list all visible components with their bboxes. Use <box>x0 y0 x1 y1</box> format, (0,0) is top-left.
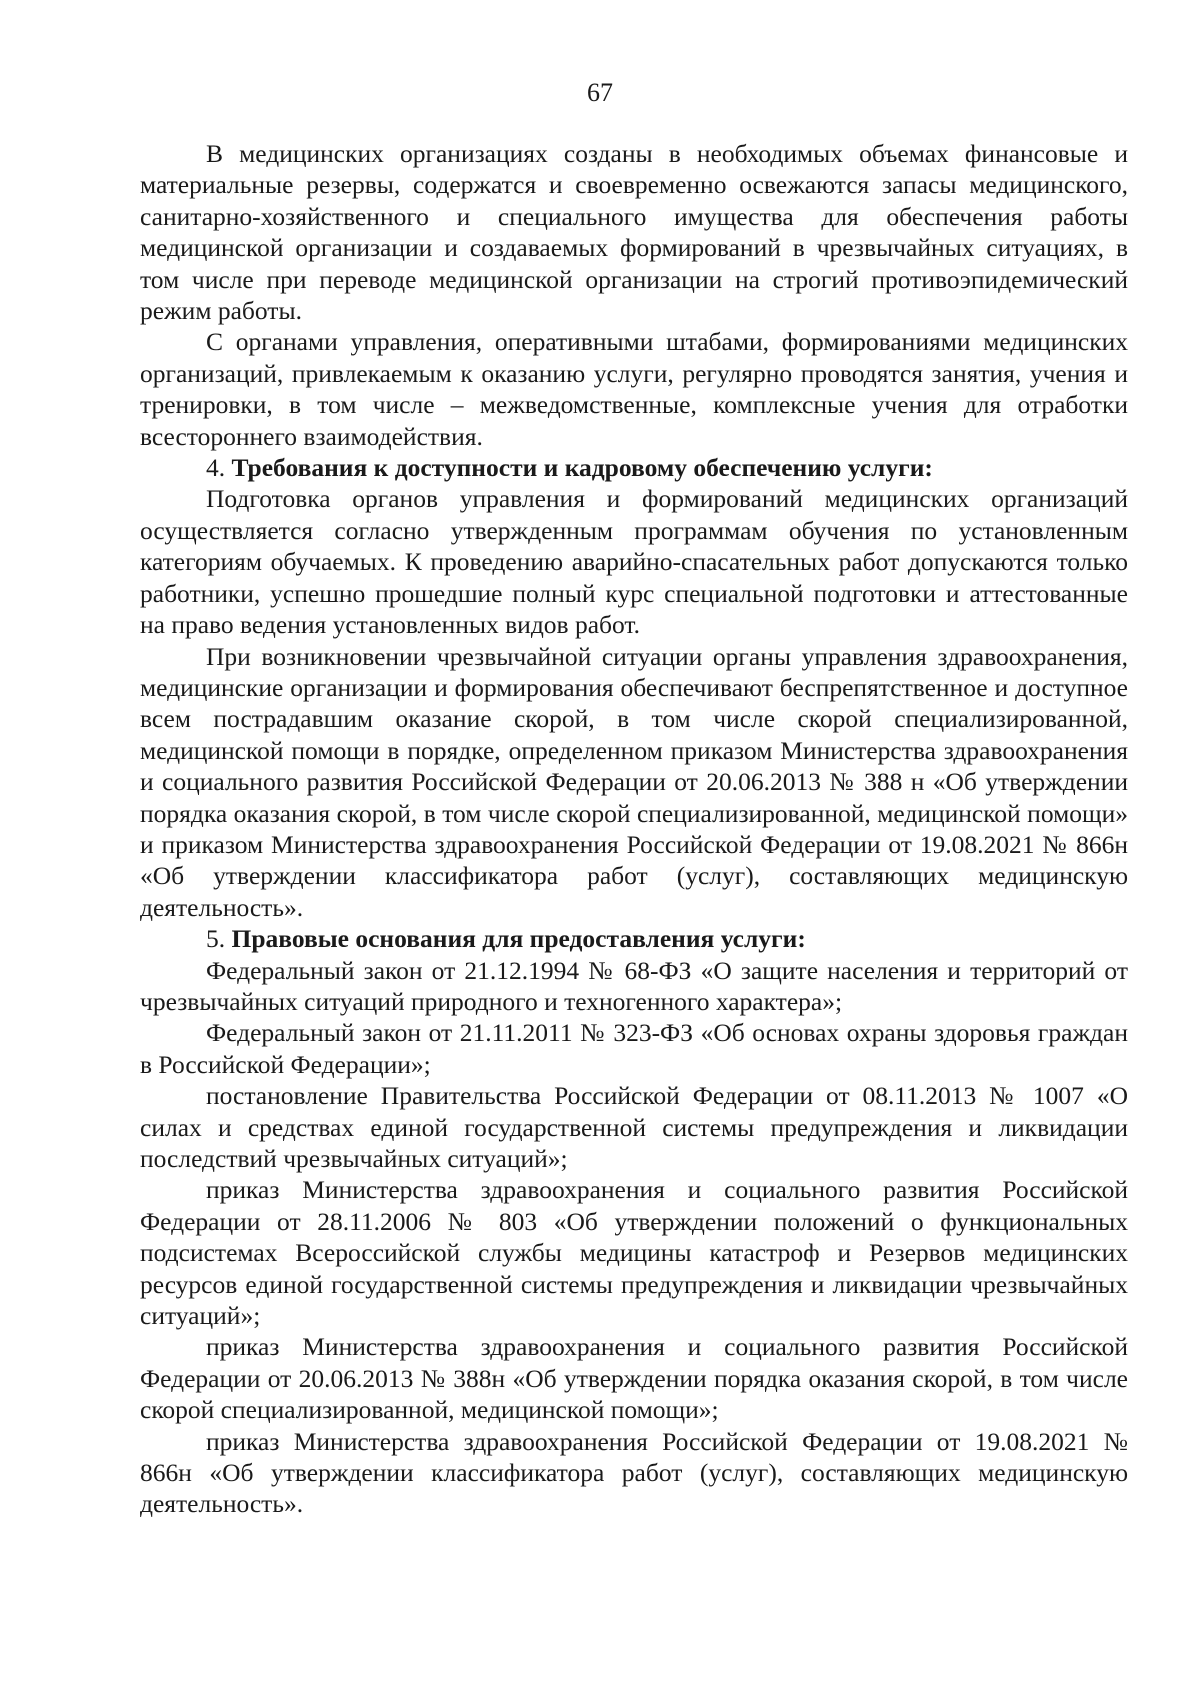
legal-basis-item: приказ Министерства здравоохранения и социального развития Российской Федерации от 20.06.2013 № 388н «Об утверждении порядка оказания скорой, в том числе скорой специализированной, медицинской помощи»; <box>140 1332 1128 1425</box>
paragraph: С органами управления, оперативными штабами, формированиями медицинских организаций, привлекаемым к оказанию услуги, регулярно проводятся занятия, учения и тренировки, в том числе – межведомственные, комплексные учения для отработки всестороннего взаимодействия. <box>140 327 1128 451</box>
legal-basis-item: приказ Министерства здравоохранения и социального развития Российской Федерации от 28.11.2006 № 803 «Об утверждении положений о функциональных подсистемах Всероссийской службы медицины катастроф и Резервов медицинских ресурсов единой государственной системы предупреждения и ликвидации чрезвычайных ситуаций»; <box>140 1175 1128 1331</box>
legal-basis-item: постановление Правительства Российской Федерации от 08.11.2013 № 1007 «О силах и средствах единой государственной системы предупреждения и ликвидации последствий чрезвычайных ситуаций»; <box>140 1081 1128 1173</box>
paragraph: В медицинских организациях созданы в необходимых объемах финансовые и материальные резервы, содержатся и своевременно освежаются запасы медицинского, санитарно-хозяйственного и специального имущества для обеспечения работы медицинской организации и создаваемых формирований в чрезвычайных ситуациях, в том числе при переводе медицинской организации на строгий противоэпидемический режим работы. <box>140 139 1128 326</box>
section-heading-4 <box>140 452 1128 483</box>
paragraph: При возникновении чрезвычайной ситуации органы управления здравоохранения, медицинские организации и формирования обеспечивают беспрепятственное и доступное всем пострадавшим оказание скорой, в том числе скорой специализированной, медицинской помощи в порядке, определенном приказом Министерства здравоохранения и социального развития Российской Федерации от 20.06.2013 № 388 н «Об утверждении порядка оказания скорой, в том числе скорой специализированной, медицинской помощи» и приказом Министерства здравоохранения Российской Федерации от 19.08.2021 № 866н «Об утверждении классификатора работ (услуг), составляющих медицинскую деятельность». <box>140 641 1128 922</box>
section-title: Правовые основания для предоставления услуги: <box>231 924 806 954</box>
section-number: 4. <box>206 453 232 483</box>
page-number: 67 <box>587 78 613 107</box>
legal-basis-item: приказ Министерства здравоохранения Российской Федерации от 19.08.2021 № 866н «Об утверждении классификатора работ (услуг), составляющих медицинскую деятельность». <box>140 1426 1128 1519</box>
legal-basis-item: Федеральный закон от 21.12.1994 № 68-ФЗ «О защите населения и территорий от чрезвычайных ситуаций природного и техногенного характера»; <box>140 955 1128 1016</box>
paragraph: Подготовка органов управления и формирований медицинских организаций осуществляется согласно утвержденным программам обучения по установленным категориям обучаемых. К проведению аварийно-спасательных работ допускаются только работники, успешно прошедшие полный курс специальной подготовки и аттестованные на право ведения установленных видов работ. <box>140 484 1128 640</box>
section-number: 5. <box>206 924 232 954</box>
legal-basis-item: Федеральный закон от 21.11.2011 № 323-ФЗ «Об основах охраны здоровья граждан в Российской Федерации»; <box>140 1018 1128 1079</box>
section-title: Требования к доступности и кадровому обеспечению услуги: <box>231 453 933 483</box>
document-body <box>140 138 1128 1520</box>
section-heading-5 <box>140 923 1128 954</box>
